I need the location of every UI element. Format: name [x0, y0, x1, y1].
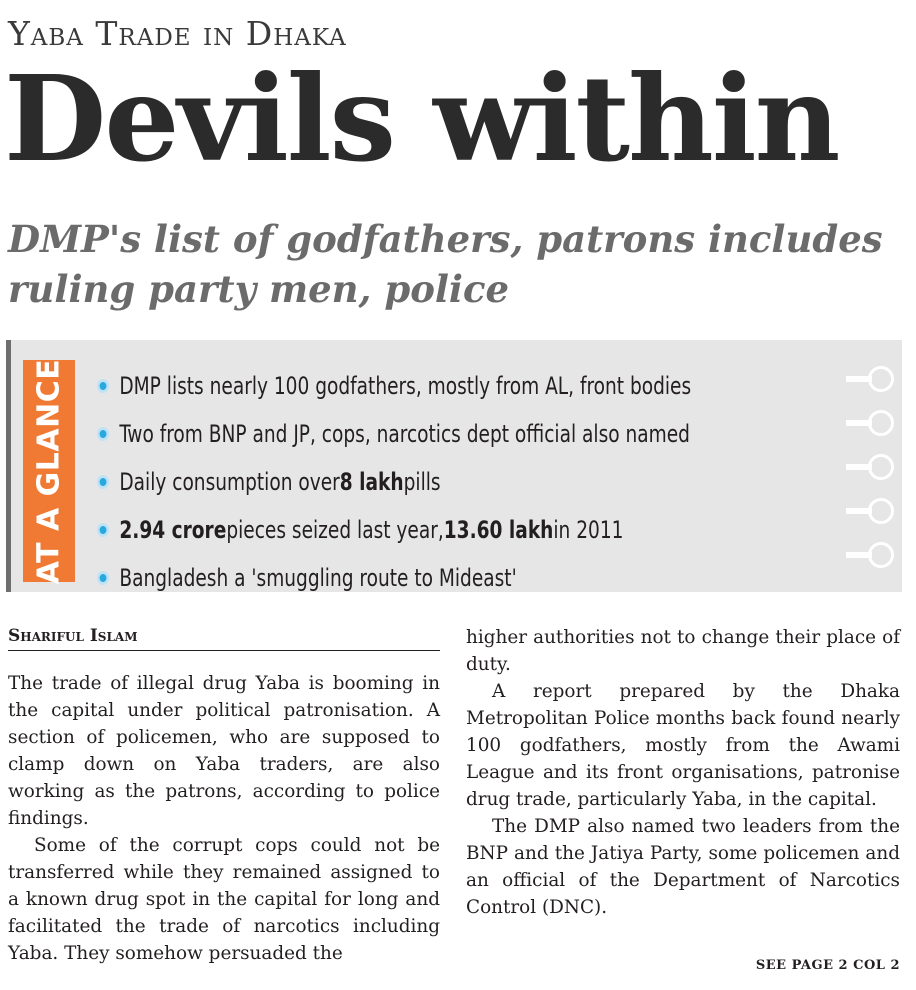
glance-item — [97, 506, 691, 554]
bullet-icon — [97, 475, 109, 489]
bullet-icon — [97, 571, 109, 585]
paragraph: The DMP also named two leaders from the BNP and the Jatiya Party, some policemen and an official of the Department of Narcotics Control (DNC). — [466, 816, 900, 918]
at-a-glance-label — [23, 360, 75, 582]
glance-item — [97, 554, 691, 602]
glance-text: Daily consumption over — [119, 468, 340, 496]
continuation-note: SEE PAGE 2 COL 2 — [755, 958, 900, 973]
glance-text: DMP lists nearly 100 godfathers, mostly from AL, front bodies — [119, 372, 692, 400]
glance-item — [97, 410, 691, 458]
glance-text: pieces seized last year, — [226, 516, 444, 544]
kicker: Yaba Trade in Dhaka — [8, 14, 347, 53]
at-a-glance-box — [6, 340, 902, 592]
subheadline: DMP's list of godfathers, patrons includes ruling party men, police — [8, 217, 883, 311]
glance-list — [97, 362, 788, 602]
glance-emphasis: 13.60 lakh — [443, 516, 554, 544]
glance-emphasis: 2.94 crore — [119, 516, 227, 544]
article-column-1 — [8, 670, 440, 967]
peg-icon — [844, 534, 894, 578]
paragraph: A report prepared by the Dhaka Metropolitan Police months back found nearly 100 godfathers, mostly from the Awami League and its front organisations, patronise drug trade, particularly Yaba, in the capital. — [466, 681, 900, 810]
headline: Devils within — [4, 49, 839, 188]
peg-icon — [844, 358, 894, 402]
at-a-glance-label-text: AT A GLANCE — [31, 358, 67, 584]
glance-item — [97, 362, 691, 410]
article-column-2 — [466, 624, 900, 921]
paragraph: Some of the corrupt cops could not be transferred while they remained assigned to a known drug spot in the capital for long and facilitated the trade of narcotics including Yaba. They somehow persuaded the — [8, 835, 440, 964]
bullet-icon — [97, 523, 109, 537]
peg-icon — [844, 402, 894, 446]
glance-item — [97, 458, 691, 506]
glance-text: Bangladesh a 'smuggling route to Mideast' — [119, 564, 517, 592]
glance-text: Two from BNP and JP, cops, narcotics dept official also named — [119, 420, 690, 448]
peg-icon — [844, 446, 894, 490]
paragraph: higher authorities not to change their place of duty. — [466, 627, 900, 675]
paragraph: The trade of illegal drug Yaba is booming in the capital under political patronisation. A section of policemen, who are supposed to clamp down on Yaba traders, are also working as the patrons, according to police findings. — [8, 673, 440, 829]
byline: Shariful Islam — [8, 626, 440, 651]
decorative-pegs — [844, 358, 894, 578]
bullet-icon — [97, 427, 109, 441]
glance-emphasis: 8 lakh — [339, 468, 404, 496]
glance-text: pills — [403, 468, 441, 496]
glance-text: in 2011 — [553, 516, 624, 544]
peg-icon — [844, 490, 894, 534]
bullet-icon — [97, 379, 109, 393]
